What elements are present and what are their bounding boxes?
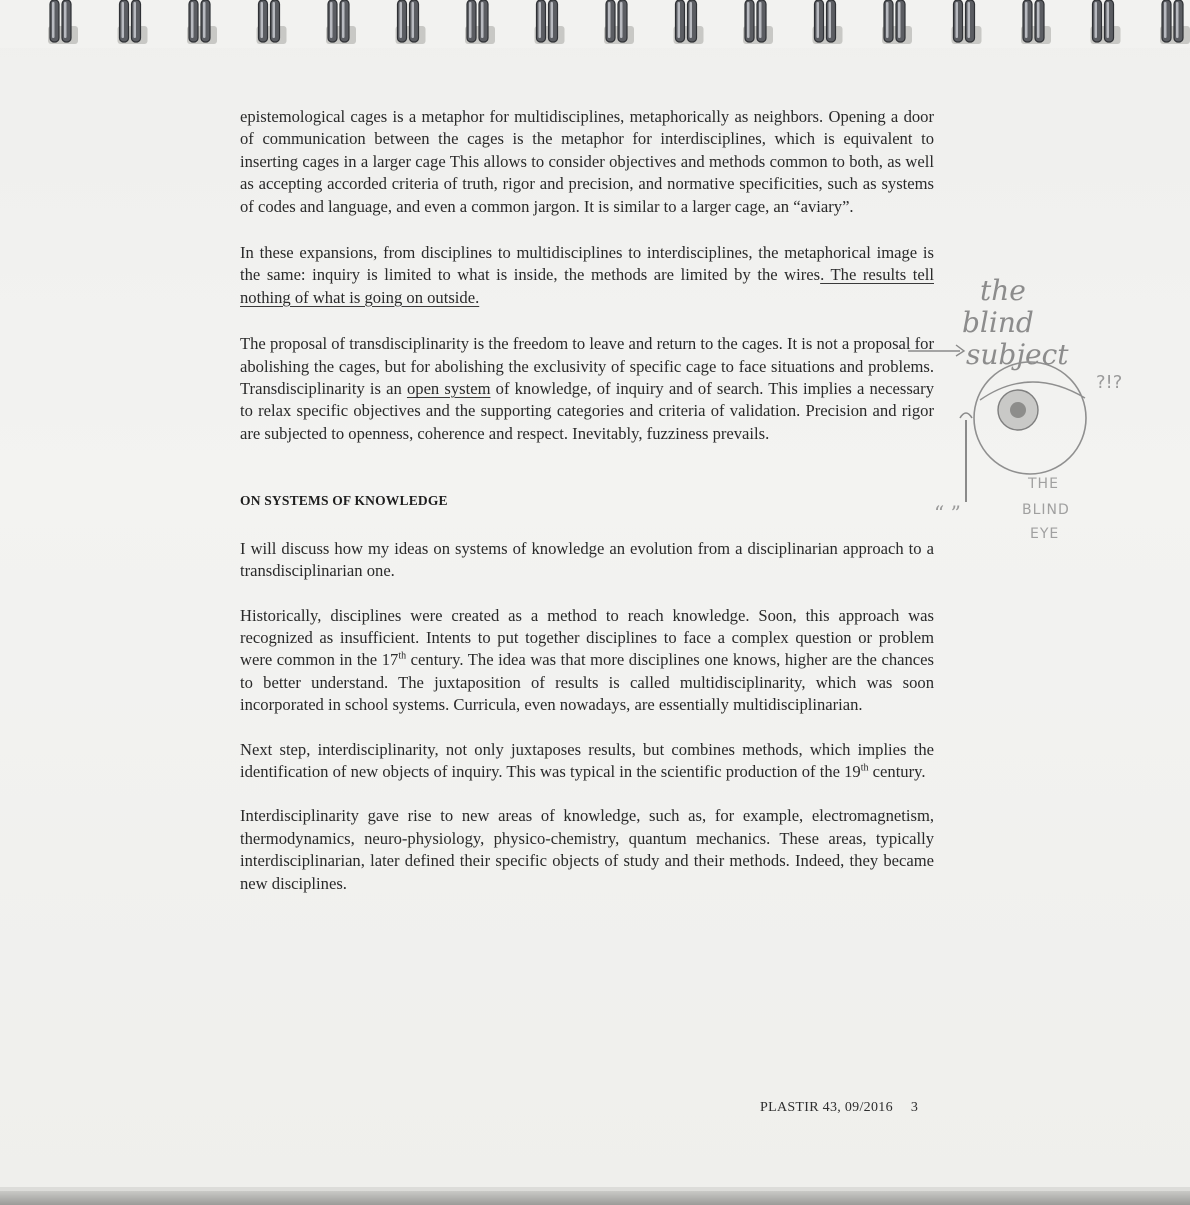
paragraph-discuss: I will discuss how my ideas on systems of knowledge an evolution from a disciplinarian approach to a transdisciplinarian one. bbox=[240, 538, 934, 581]
paragraph-transdisciplinarity bbox=[240, 333, 934, 445]
page-number: 3 bbox=[910, 1100, 919, 1115]
paragraph-expansions bbox=[240, 242, 934, 309]
pencil-annotation bbox=[900, 270, 1140, 560]
underlined-open-system: open system bbox=[406, 379, 491, 399]
text-column bbox=[240, 106, 934, 895]
paragraph-expansions-text: In these expansions, from disciplines to multidisciplines to interdisciplines, the metaphorical image is the same: inquiry is limited to what is inside, the methods are limited by the wires bbox=[240, 243, 934, 285]
paragraph-transdisciplinarity-text-b: of knowledge, of inquiry and of search. This implies a necessary to relax specific objectives and the supporting categories and criteria of validation. Precision and rigor are subjected to openness, coherence and respect. Inevitably, fuzziness prevails. bbox=[240, 379, 934, 443]
journal-label: PLASTIR 43, 09/2016 bbox=[760, 1100, 893, 1115]
note-blind: blind bbox=[962, 306, 1034, 339]
page-footer bbox=[760, 1100, 918, 1116]
section-heading: ON SYSTEMS OF KNOWLEDGE bbox=[240, 493, 448, 509]
superscript-th: th bbox=[860, 762, 869, 774]
superscript-th: th bbox=[398, 650, 407, 662]
note-marks: ?!? bbox=[1096, 372, 1123, 393]
quote-marks: “ ” bbox=[934, 501, 961, 525]
spiral-rings bbox=[0, 0, 1190, 48]
paragraph-aviary: epistemological cages is a metaphor for multidisciplines, metaphorically as neighbors. Opening a door of communication between the cages is the metaphor for interdisciplines, which is equivalent to inserting cages in a larger cage This allows to consider objectives and methods common to both, as well as accepting accorded criteria of truth, rigor and precision, and normative specificities, such as systems of codes and language, and even a common jargon. It is similar to a larger cage, an “aviary”. bbox=[240, 107, 934, 216]
paragraph-transdisciplinarity-text-a: The proposal of transdisciplinarity is the freedom to leave and return to the cages. It is not a proposal for abolishing the cages, but for abolishing the exclusivity of specific cage to face situations and problems. Transdisciplinarity is an bbox=[240, 334, 934, 399]
blind-eye-sketch bbox=[900, 270, 1140, 560]
note-subject: subject bbox=[966, 338, 1069, 371]
paragraph-historically bbox=[240, 605, 934, 717]
paragraph-historically-text-a: Historically, disciplines were created as a method to reach knowledge. Soon, this approach was recognized as insufficient. Intents to put together disciplines to face a complex question or problem were common in the 17 bbox=[240, 605, 934, 670]
eye-caption-blind: BLIND bbox=[1022, 502, 1070, 518]
spiral-binding bbox=[0, 0, 1190, 48]
pupil bbox=[1010, 402, 1026, 418]
cane-handle bbox=[960, 413, 972, 418]
paragraph-next-step-text-a: Next step, interdisciplinarity, not only juxtaposes results, but combines methods, which implies the identification of new objects of inquiry. This was typical in the scientific production of the 19 bbox=[240, 739, 934, 781]
page-edge bbox=[0, 1191, 1190, 1205]
paragraph-historically-text-b: century. The idea was that more disciplines one knows, higher are the chances to better understand. The juxtaposition of results is called multidisciplinarity, which was soon incorporated in school systems. Curricula, even nowadays, are essentially multidisciplinarian. bbox=[240, 650, 934, 715]
eye-caption-eye: EYE bbox=[1030, 526, 1060, 542]
eye-caption-the: THE bbox=[1028, 476, 1059, 492]
paragraph-new-areas: Interdisciplinarity gave rise to new areas of knowledge, such as, for example, electromagnetism, thermodynamics, neuro-physiology, physico-chemistry, quantum mechanics. These areas, typically interdisciplinarian, later defined their specific objects of study and their methods. Indeed, they became new disciplines. bbox=[240, 806, 934, 893]
underlined-results-sentence: . The results tell nothing of what is going on outside. bbox=[240, 265, 934, 307]
paragraph-next-step-text-b: century. bbox=[868, 761, 926, 781]
note-the: the bbox=[980, 274, 1026, 307]
paragraph-next-step bbox=[240, 739, 934, 784]
